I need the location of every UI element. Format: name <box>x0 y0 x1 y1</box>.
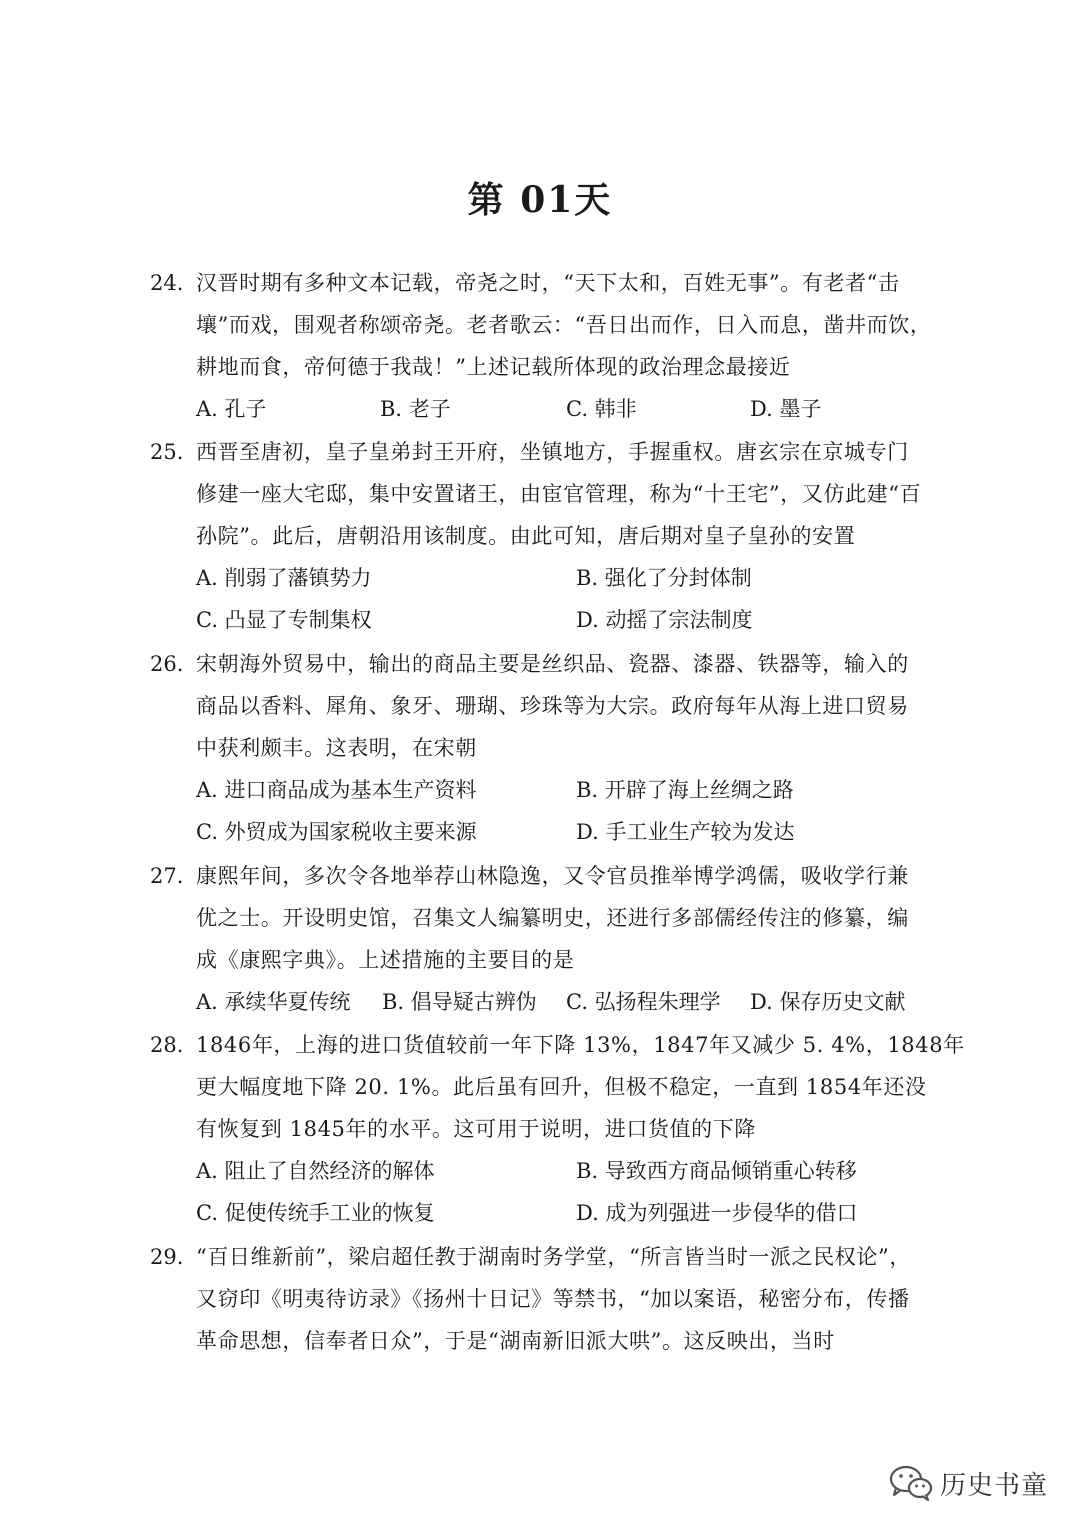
question-number: 28. <box>150 1033 184 1057</box>
question-text-line: 更大幅度地下降 20. 1%。此后虽有回升，但极不稳定，一直到 1854年还没 <box>196 1075 927 1099</box>
question-text-line: 优之士。开设明史馆，召集文人编纂明史，还进行多部儒经传注的修纂，编 <box>196 906 909 930</box>
option-d: D. 墨子 <box>750 397 822 421</box>
question-text-line: 修建一座大宅邸，集中安置诸王，由宦官管理，称为“十王宅”，又仿此建“百 <box>196 482 922 506</box>
question-text-line: 壤”而戏，围观者称颂帝尧。老者歌云：“吾日出而作，日入而息，凿井而饮， <box>196 313 932 337</box>
option-d: D. 手工业生产较为发达 <box>576 820 795 844</box>
question-number: 27. <box>150 864 184 888</box>
option-b: B. 开辟了海上丝绸之路 <box>576 778 794 802</box>
option-a: A. 阻止了自然经济的解体 <box>196 1159 435 1183</box>
question-number: 29. <box>150 1245 184 1269</box>
question-number: 25. <box>150 440 184 464</box>
option-d: D. 保存历史文献 <box>750 990 906 1014</box>
option-a: A. 孔子 <box>196 397 267 421</box>
option-c: C. 外贸成为国家税收主要来源 <box>196 820 477 844</box>
option-b: B. 导致西方商品倾销重心转移 <box>576 1159 857 1183</box>
watermark-text: 历史书童 <box>940 1470 1049 1501</box>
question-text-line: 商品以香料、犀角、象牙、珊瑚、珍珠等为大宗。政府每年从海上进口贸易 <box>196 694 909 718</box>
option-b: B. 强化了分封体制 <box>576 566 752 590</box>
option-c: C. 弘扬程朱理学 <box>566 990 721 1014</box>
wechat-icon <box>888 1463 934 1503</box>
question-text-line: “百日维新前”，梁启超任教于湖南时务学堂，“所言皆当时一派之民权论”， <box>196 1245 911 1269</box>
question-text-line: 耕地而食，帝何德于我哉！”上述记载所体现的政治理念最接近 <box>196 355 791 379</box>
option-c: C. 凸显了专制集权 <box>196 608 372 632</box>
option-b: B. 老子 <box>380 397 451 421</box>
option-a: A. 削弱了藩镇势力 <box>196 566 372 590</box>
question-text-line: 宋朝海外贸易中，输出的商品主要是丝织品、瓷器、漆器、铁器等，输入的 <box>196 652 909 676</box>
option-b: B. 倡导疑古辨伪 <box>382 990 537 1014</box>
question-number: 24. <box>150 271 184 295</box>
question-text-line: 成《康熙字典》。上述措施的主要目的是 <box>196 948 575 972</box>
option-c: C. 韩非 <box>566 397 637 421</box>
question-text-line: 孙院”。此后，唐朝沿用该制度。由此可知，唐后期对皇子皇孙的安置 <box>196 524 856 548</box>
question-text-line: 又窃印《明夷待访录》《扬州十日记》等禁书，“加以案语，秘密分布，传播 <box>196 1287 910 1311</box>
page-title: 第 01天 <box>467 179 613 221</box>
option-d: D. 成为列强进一步侵华的借口 <box>576 1201 858 1225</box>
question-text-line: 康熙年间，多次令各地举荐山林隐逸，又令官员推举博学鸿儒，吸收学行兼 <box>196 864 909 888</box>
option-c: C. 促使传统手工业的恢复 <box>196 1201 435 1225</box>
option-a: A. 进口商品成为基本生产资料 <box>196 778 477 802</box>
question-text-line: 汉晋时期有多种文本记载，帝尧之时，“天下太和，百姓无事”。有老者“击 <box>196 271 900 295</box>
question-text-line: 1846年，上海的进口货值较前一年下降 13%，1847年又减少 5. 4%，1848年 <box>196 1033 965 1057</box>
option-d: D. 动摇了宗法制度 <box>576 608 753 632</box>
question-text-line: 革命思想，信奉者日众”，于是“湖南新旧派大哄”。这反映出，当时 <box>196 1329 835 1353</box>
question-text-line: 中获利颇丰。这表明，在宋朝 <box>196 736 477 760</box>
question-number: 26. <box>150 652 184 676</box>
question-text-line: 有恢复到 1845年的水平。这可用于说明，进口货值的下降 <box>196 1117 756 1141</box>
option-a: A. 承续华夏传统 <box>196 990 351 1014</box>
question-text-line: 西晋至唐初，皇子皇弟封王开府，坐镇地方，手握重权。唐玄宗在京城专门 <box>196 440 909 464</box>
watermark <box>888 1458 1048 1508</box>
